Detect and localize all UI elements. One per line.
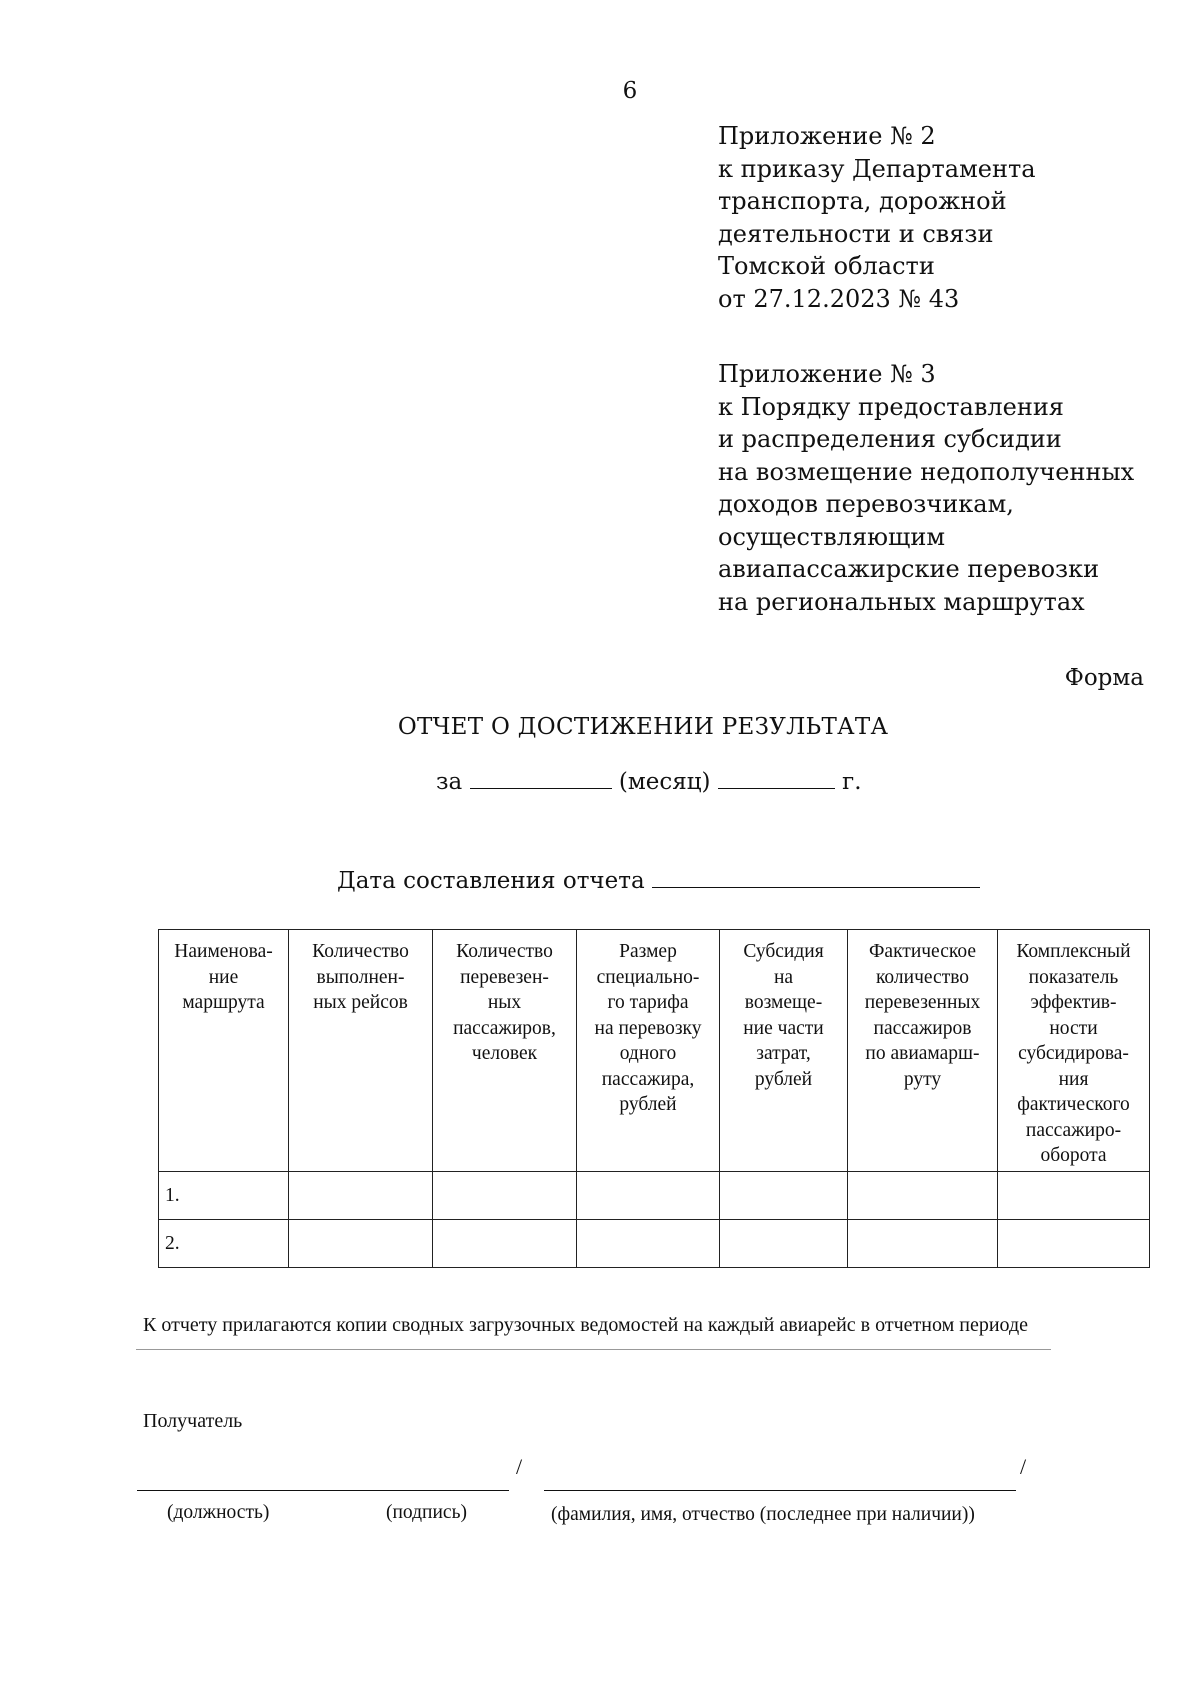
recipient-label: Получатель	[143, 1410, 243, 1432]
period-line	[436, 765, 862, 795]
position-caption: (должность)	[167, 1502, 270, 1523]
table-cell[interactable]	[720, 1172, 848, 1220]
appendix-procedure-block	[718, 358, 1134, 618]
col-header-actual-passengers: Фактическое количество перевезенных пассажиров по авиамарш- руту	[848, 930, 998, 1172]
month-blank[interactable]	[470, 765, 612, 789]
col-header-special-tariff: Размер специально- го тарифа на перевозку одного пассажира, рублей	[577, 930, 720, 1172]
col-header-route-name: Наименова- ние маршрута	[159, 930, 289, 1172]
col-header-subsidy: Субсидия на возмеще- ние части затрат, рублей	[720, 930, 848, 1172]
period-suffix: г.	[842, 769, 862, 795]
table-cell[interactable]	[848, 1172, 998, 1220]
signature-caption: (подпись)	[386, 1502, 467, 1523]
col-header-efficiency-index: Комплексный показатель эффектив- ности субсидирова- ния фактического пассажиро- оборота	[998, 930, 1150, 1172]
table-cell[interactable]	[433, 1220, 577, 1268]
table-cell[interactable]	[848, 1220, 998, 1268]
table-cell[interactable]	[433, 1172, 577, 1220]
table-header-row	[159, 930, 1150, 1172]
appendix-procedure-line: доходов перевозчикам,	[718, 490, 1014, 518]
appendix-order-block	[718, 120, 1036, 315]
appendix-order-line: к приказу Департамента	[718, 154, 1036, 183]
report-table	[158, 929, 1150, 1268]
table-cell[interactable]	[577, 1220, 720, 1268]
report-date-label: Дата составления отчета	[337, 868, 645, 894]
page-number: 6	[622, 78, 638, 104]
col-header-passengers-count: Количество перевезен- ных пассажиров, человек	[433, 930, 577, 1172]
report-title: ОТЧЕТ О ДОСТИЖЕНИИ РЕЗУЛЬТАТА	[397, 714, 889, 740]
full-name-caption: (фамилия, имя, отчество (последнее при наличии))	[551, 1504, 975, 1525]
appendix-order-line: от 27.12.2023 № 43	[718, 284, 960, 313]
appendix-order-line: Томской области	[718, 252, 935, 280]
appendix-procedure-line: к Порядку предоставления	[718, 392, 1064, 421]
appendix-procedure-line: авиапассажирские перевозки	[718, 555, 1100, 583]
appendix-order-line: деятельности и связи	[718, 219, 994, 248]
table-cell[interactable]	[720, 1220, 848, 1268]
table-cell[interactable]	[998, 1220, 1150, 1268]
table-cell[interactable]	[998, 1172, 1150, 1220]
attachment-note: К отчету прилагаются копии сводных загрузочных ведомостей на каждый авиарейс в отчетном периоде	[143, 1314, 1029, 1336]
table-cell[interactable]	[289, 1220, 433, 1268]
report-date-line	[337, 864, 980, 894]
table-cell[interactable]	[289, 1172, 433, 1220]
col-header-flights-count: Количество выполнен- ных рейсов	[289, 930, 433, 1172]
table-row	[159, 1172, 1150, 1220]
full-name-line[interactable]	[544, 1490, 1016, 1491]
period-prefix: за	[436, 769, 463, 795]
appendix-procedure-line: осуществляющим	[718, 522, 946, 551]
appendix-order-line: Приложение № 2	[718, 122, 936, 150]
signature-separator: /	[516, 1454, 523, 1479]
table-cell[interactable]	[577, 1172, 720, 1220]
table-cell[interactable]: 1.	[159, 1172, 289, 1220]
month-label: (месяц)	[618, 769, 711, 795]
form-label: Форма	[1064, 665, 1144, 691]
report-date-blank[interactable]	[652, 864, 980, 888]
appendix-procedure-line: Приложение № 3	[718, 360, 936, 388]
appendix-procedure-line: и распределения субсидии	[718, 425, 1062, 453]
signature-separator: /	[1020, 1454, 1027, 1479]
appendix-order-line: транспорта, дорожной	[718, 187, 1007, 215]
table-row	[159, 1220, 1150, 1268]
appendix-procedure-line: на возмещение недополученных	[718, 457, 1135, 486]
appendix-procedure-line: на региональных маршрутах	[718, 587, 1085, 616]
table-cell[interactable]: 2.	[159, 1220, 289, 1268]
attachment-underline	[136, 1349, 1051, 1350]
position-signature-line[interactable]	[137, 1490, 509, 1491]
year-blank[interactable]	[718, 765, 835, 789]
